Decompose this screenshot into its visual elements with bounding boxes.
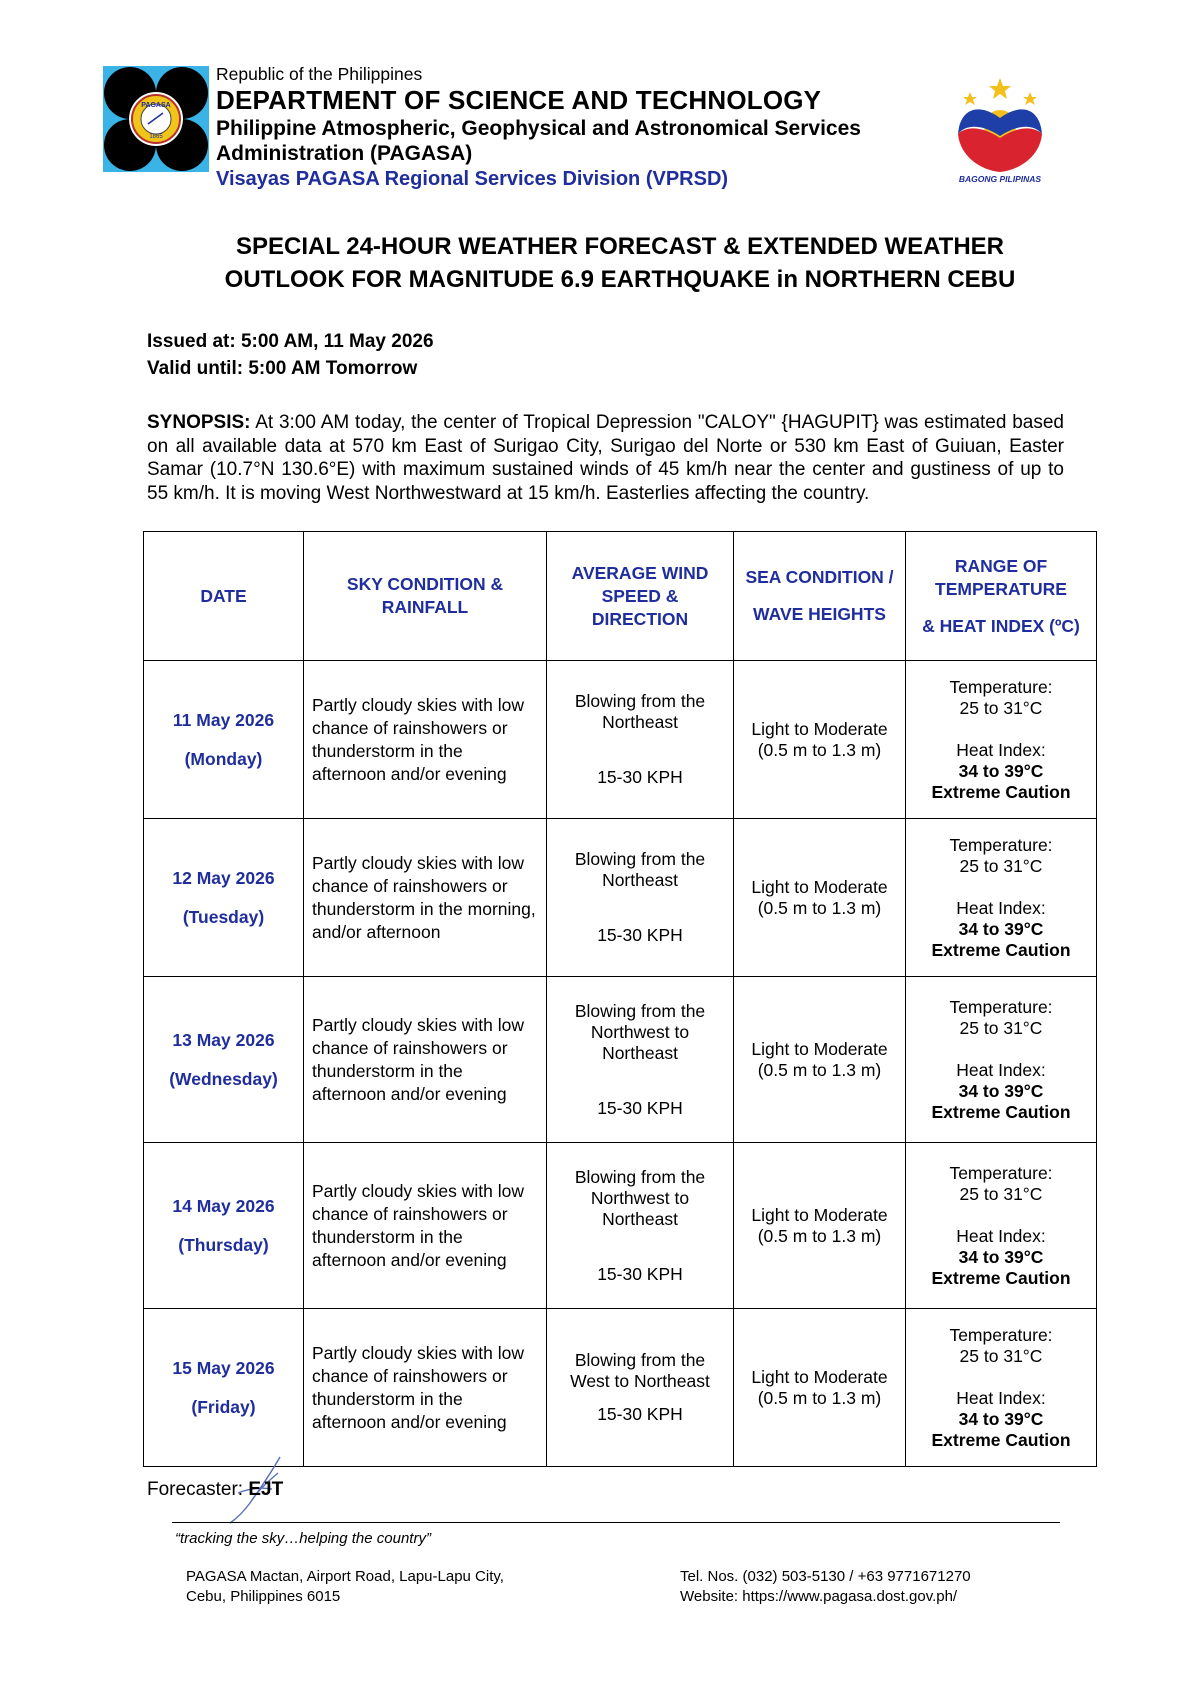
row-temp-range: 25 to 31°C [959, 1183, 1043, 1204]
row-day: (Wednesday) [169, 1069, 278, 1089]
telephone: Tel. Nos. (032) 503-5130 / +63 9771671270 [680, 1568, 971, 1585]
row-wind-direction: Blowing from the Northeast [574, 849, 706, 890]
row-sea-condition: Light to Moderate [751, 876, 888, 897]
svg-text:1865: 1865 [149, 134, 163, 140]
table-header-row [144, 532, 1097, 661]
temperature-cell [906, 1143, 1097, 1309]
row-wind-speed: 15-30 KPH [597, 1263, 683, 1284]
synopsis-text: At 3:00 AM today, the center of Tropical Depression "CALOY" {HAGUPIT} was estimated based on all available data at 570 km East of Surigao City, Surigao del Norte or 530 km East of Guiuan, Easter Samar (10.7°N 130.6°E) with maximum sustained winds of 45 km/h near the center and gustiness of up to 55 km/h. It is moving West Northwestward at 15 km/h. Easterlies affecting the country. [147, 412, 1064, 504]
forecast-table [143, 531, 1097, 1467]
row-heat-index-range: 34 to 39°C [958, 1246, 1044, 1267]
title-line-1: SPECIAL 24-HOUR WEATHER FORECAST & EXTENDED WEATHER [235, 233, 1005, 260]
row-heat-index-label: Heat Index: [956, 739, 1046, 760]
issue-info [147, 328, 434, 382]
row-date: 12 May 2026 [172, 868, 275, 888]
wind-cell [547, 1309, 734, 1467]
row-wind-direction: Blowing from the Northwest to Northeast [574, 1000, 706, 1063]
forecaster-line [147, 1479, 283, 1501]
republic-line: Republic of the Philippines [216, 64, 423, 84]
row-heat-index-level: Extreme Caution [931, 781, 1071, 802]
row-sea-condition: Light to Moderate [751, 1038, 888, 1059]
forecaster-label: Forecaster: [147, 1479, 244, 1500]
row-wave-heights: (0.5 m to 1.3 m) [757, 739, 882, 760]
synopsis [147, 411, 1064, 505]
date-cell [144, 819, 304, 977]
row-heat-index-range: 34 to 39°C [958, 918, 1044, 939]
sky-condition-cell [304, 1143, 547, 1309]
row-wind-speed: 15-30 KPH [597, 1404, 683, 1424]
row-date: 14 May 2026 [172, 1196, 275, 1216]
row-heat-index-label: Heat Index: [956, 1387, 1046, 1408]
sky-condition-cell [304, 1309, 547, 1467]
row-wave-heights: (0.5 m to 1.3 m) [757, 1225, 882, 1246]
row-wind-direction: Blowing from the Northwest to Northeast [574, 1166, 706, 1229]
row-sky: Partly cloudy skies with low chance of rainshowers or thunderstorm in the afternoon and/or evening [312, 1180, 525, 1270]
document-title [140, 230, 1100, 296]
sea-condition-cell [734, 1143, 906, 1309]
row-temp-label: Temperature: [949, 996, 1053, 1017]
address-line-2: Cebu, Philippines 6015 [186, 1588, 341, 1605]
row-day: (Thursday) [178, 1235, 269, 1255]
row-date: 15 May 2026 [172, 1358, 275, 1378]
date-cell [144, 661, 304, 819]
wind-cell [547, 661, 734, 819]
row-wave-heights: (0.5 m to 1.3 m) [757, 1059, 882, 1080]
tagline: “tracking the sky…helping the country” [175, 1530, 431, 1547]
row-wind-speed: 15-30 KPH [597, 1097, 683, 1118]
header-sea: SEA CONDITION / WAVE HEIGHTS [734, 532, 906, 661]
table-row [144, 819, 1097, 977]
division-name: Visayas PAGASA Regional Services Division (VPRSD) [216, 168, 729, 190]
date-cell [144, 1143, 304, 1309]
date-cell [144, 977, 304, 1143]
table-row [144, 1143, 1097, 1309]
temperature-cell [906, 819, 1097, 977]
row-heat-index-level: Extreme Caution [931, 1429, 1071, 1450]
row-sky: Partly cloudy skies with low chance of rainshowers or thunderstorm in the morning, and/or afternoon [312, 852, 536, 942]
row-heat-index-level: Extreme Caution [931, 939, 1071, 960]
address-line-1: PAGASA Mactan, Airport Road, Lapu-Lapu City, [186, 1568, 504, 1585]
row-wind-direction: Blowing from the West to Northeast [570, 1350, 710, 1391]
row-temp-range: 25 to 31°C [959, 855, 1043, 876]
agency-name-2: Administration (PAGASA) [216, 142, 473, 165]
row-wind-direction: Blowing from the Northeast [574, 691, 706, 732]
sea-condition-cell [734, 819, 906, 977]
bagong-pilipinas-logo [948, 74, 1052, 184]
row-wind-speed: 15-30 KPH [597, 925, 683, 945]
wind-cell [547, 1143, 734, 1309]
wind-cell [547, 819, 734, 977]
row-temp-label: Temperature: [949, 1162, 1053, 1183]
row-heat-index-level: Extreme Caution [931, 1267, 1071, 1288]
row-heat-index-label: Heat Index: [956, 897, 1046, 918]
sky-condition-cell [304, 819, 547, 977]
title-line-2: OUTLOOK FOR MAGNITUDE 6.9 EARTHQUAKE in NORTHERN CEBU [224, 266, 1016, 293]
temperature-cell [906, 1309, 1097, 1467]
forecaster-name: EJT [248, 1479, 284, 1500]
header-block [216, 64, 956, 192]
row-wave-heights: (0.5 m to 1.3 m) [757, 897, 882, 918]
row-heat-index-range: 34 to 39°C [958, 1080, 1044, 1101]
row-sky: Partly cloudy skies with low chance of rainshowers or thunderstorm in the afternoon and/or evening [312, 1342, 525, 1432]
date-cell [144, 1309, 304, 1467]
sea-condition-cell [734, 1309, 906, 1467]
row-temp-range: 25 to 31°C [959, 697, 1043, 718]
header-wind: AVERAGE WIND SPEED & DIRECTION [547, 532, 734, 661]
row-temp-label: Temperature: [949, 834, 1053, 855]
sky-condition-cell [304, 661, 547, 819]
row-day: (Monday) [184, 749, 263, 769]
sea-condition-cell [734, 977, 906, 1143]
sky-condition-cell [304, 977, 547, 1143]
row-temp-range: 25 to 31°C [959, 1017, 1043, 1038]
wind-cell [547, 977, 734, 1143]
row-temp-label: Temperature: [949, 1324, 1053, 1345]
row-heat-index-range: 34 to 39°C [958, 1408, 1044, 1429]
temperature-cell [906, 661, 1097, 819]
row-sea-condition: Light to Moderate [751, 1204, 888, 1225]
contact-info [680, 1567, 971, 1607]
row-sea-condition: Light to Moderate [751, 718, 888, 739]
header-temp: RANGE OF TEMPERATURE & HEAT INDEX (ºC) [906, 532, 1097, 661]
synopsis-label: SYNOPSIS: [147, 412, 251, 433]
row-wind-speed: 15-30 KPH [597, 767, 683, 787]
temperature-cell [906, 977, 1097, 1143]
row-sky: Partly cloudy skies with low chance of rainshowers or thunderstorm in the afternoon and/or evening [312, 694, 525, 784]
svg-text:BAGONG PILIPINAS: BAGONG PILIPINAS [958, 174, 1042, 184]
table-row [144, 661, 1097, 819]
row-temp-label: Temperature: [949, 676, 1053, 697]
row-heat-index-range: 34 to 39°C [958, 760, 1044, 781]
row-temp-range: 25 to 31°C [959, 1345, 1043, 1366]
row-sea-condition: Light to Moderate [751, 1366, 888, 1387]
department-name: DEPARTMENT OF SCIENCE AND TECHNOLOGY [216, 85, 822, 115]
website: Website: https://www.pagasa.dost.gov.ph/ [680, 1588, 958, 1605]
svg-text:PAGASA: PAGASA [141, 102, 171, 109]
row-sky: Partly cloudy skies with low chance of rainshowers or thunderstorm in the afternoon and/or evening [312, 1014, 525, 1104]
sea-condition-cell [734, 661, 906, 819]
issued-at: Issued at: 5:00 AM, 11 May 2026 [147, 331, 434, 352]
table-row [144, 977, 1097, 1143]
valid-until: Valid until: 5:00 AM Tomorrow [147, 358, 418, 379]
row-date: 13 May 2026 [172, 1030, 275, 1050]
header-date: DATE [144, 532, 304, 661]
dost-pagasa-logo [103, 66, 209, 172]
header-sky: SKY CONDITION & RAINFALL [304, 532, 547, 661]
office-address [186, 1567, 504, 1607]
agency-name-1: Philippine Atmospheric, Geophysical and Astronomical Services [216, 117, 861, 140]
row-day: (Tuesday) [182, 907, 265, 927]
table-row [144, 1309, 1097, 1467]
footer-divider [172, 1522, 1060, 1523]
row-heat-index-label: Heat Index: [956, 1059, 1046, 1080]
row-heat-index-level: Extreme Caution [931, 1101, 1071, 1122]
row-day: (Friday) [191, 1397, 256, 1417]
row-heat-index-label: Heat Index: [956, 1225, 1046, 1246]
row-wave-heights: (0.5 m to 1.3 m) [757, 1387, 882, 1408]
row-date: 11 May 2026 [172, 710, 275, 730]
